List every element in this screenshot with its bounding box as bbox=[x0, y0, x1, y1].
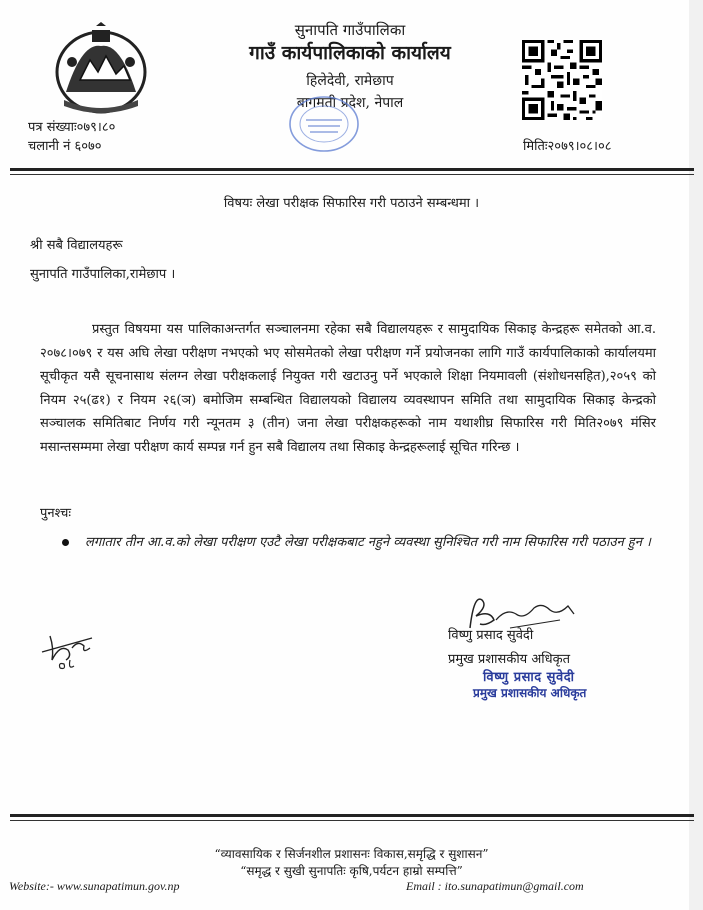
footer-divider bbox=[10, 814, 694, 817]
letter-number: पत्र संख्याः०७९।८० bbox=[28, 120, 116, 135]
office-seal-stamp bbox=[284, 94, 364, 154]
footer-motto-1: “व्यावसायिक र सिर्जनशील प्रशासनः विकास,समृद्धि र सुशासन” bbox=[214, 847, 489, 861]
handwritten-initials bbox=[38, 626, 98, 674]
bullet-icon bbox=[62, 539, 69, 546]
footer-motto-2: “समृद्ध र सुखी सुनापतिः कृषि,पर्यटन हाम्रो सम्पत्ति” bbox=[240, 864, 463, 878]
letter-body bbox=[40, 318, 656, 459]
office-province: बागमती प्रदेश, नेपाल bbox=[296, 95, 404, 111]
qr-code-icon bbox=[522, 40, 602, 120]
body-paragraph: प्रस्तुत विषयमा यस पालिकाअन्तर्गत सञ्चालनमा रहेका सबै विद्यालयहरू र सामुदायिक सिकाइ केन्द्रहरू समेतको आ.व. २०७८।०७९ र यस अघि लेखा परीक्षण नभएको भए सोसमेतको लेखा परीक्षण गर्ने प्रयोजनका लागि गाउँ कार्यपालिकाको कार्यालयमा सूचीकृत यसै सूचनासाथ संलग्न लेखा परीक्षकलाई नियुक्त गरी खटाउनु पर्ने भएकाले शिक्षा नियमावली (संशोधनसहित),२०५९ को नियम २५(ढ१) र नियम २६(ञ) बमोजिम सम्बन्धित विद्यालयको विद्यालय व्यवस्थापन समिति तथा सामुदायिक सिकाइ केन्द्रको सञ्चालक समितिबाट निर्णय गरी न्यूनतम ३ (तीन) जना लेखा परीक्षकहरूको नाम यथाशीघ्र सिफारिस गरी मिति२०७९ मंसिर मसान्तसम्ममा लेखा परीक्षण कार्य सम्पन्न गर्न हुन सबै विद्यालय तथा सिकाइ केन्द्रहरूलाई सूचित गरिन्छ । bbox=[40, 322, 656, 455]
email-link[interactable]: Email : ito.sunapatimun@gmail.com bbox=[406, 879, 584, 893]
header-divider-thin bbox=[10, 174, 694, 175]
office-location: हिलेदेवी, रामेछाप bbox=[306, 73, 394, 89]
postscript-label: पुनश्चः bbox=[40, 506, 72, 521]
postscript-text: लगातार तीन आ.व.को लेखा परीक्षण एउटै लेखा परीक्षकबाट नहुने व्यवस्था सुनिश्चित गरी नाम सिफारिस गरी पठाउन हुन । bbox=[85, 535, 651, 550]
letter-date: मितिः२०७९।०८।०८ bbox=[523, 139, 612, 154]
scan-edge bbox=[689, 0, 703, 910]
office-name: गाउँ कार्यपालिकाको कार्यालय bbox=[249, 42, 451, 64]
signatory-title: प्रमुख प्रशासकीय अधिकृत bbox=[448, 652, 571, 667]
title-stamp: प्रमुख प्रशासकीय अधिकृत bbox=[473, 686, 587, 700]
municipality-name: सुनापति गाउँपालिका bbox=[294, 21, 406, 39]
header-divider bbox=[10, 168, 694, 171]
signatory-name: विष्णु प्रसाद सुवेदी bbox=[448, 628, 534, 643]
subject-line: विषयः लेखा परीक्षक सिफारिस गरी पठाउने सम्बन्धमा । bbox=[223, 196, 480, 211]
recipient-line-1: श्री सबै विद्यालयहरू bbox=[30, 238, 123, 253]
website-link[interactable]: Website:- www.sunapatimun.gov.np bbox=[9, 879, 180, 893]
reference-numbers bbox=[28, 118, 115, 156]
footer-divider-thin bbox=[10, 820, 694, 821]
nepal-emblem-icon bbox=[52, 22, 150, 118]
recipient-line-2: सुनापति गाउँपालिका,रामेछाप । bbox=[30, 267, 176, 282]
name-stamp: विष्णु प्रसाद सुवेदी bbox=[483, 670, 575, 685]
dispatch-number: चलानी नं ६०७० bbox=[28, 139, 102, 154]
